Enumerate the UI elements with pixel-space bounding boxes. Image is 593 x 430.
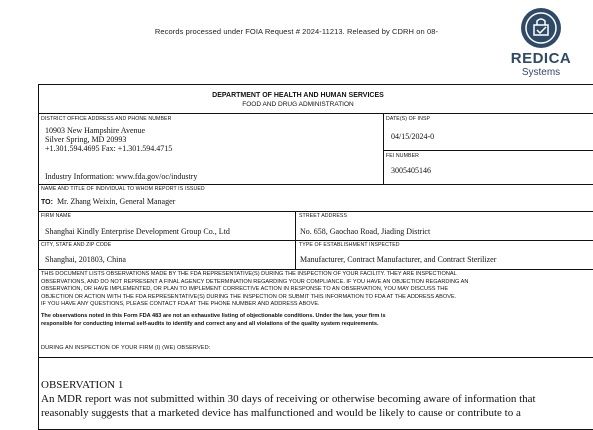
fei-value: 3005405146 [391,166,431,175]
district-label: DISTRICT OFFICE ADDRESS AND PHONE NUMBER [41,116,172,122]
to-label: TO: [41,199,53,206]
dates-label: DATE(S) OF INSP [386,116,431,122]
notes-line: The observations noted in this Form FDA 483 are not an exhaustive listing of objectionable conditions. Under the law, your firm is [41,313,386,319]
disclaimer-line: OBSERVATION, OR HAVE IMPLEMENTED, OR PLAN TO IMPLEMENT CORRECTIVE ACTION IN RESPONSE TO AN OBSERVATION, YOU MAY DISCUSS THE [41,286,449,293]
district-phone: +1.301.594.4695 Fax: +1.301.594.4715 [45,144,173,153]
redica-logo [495,6,587,86]
fei-label: FEI NUMBER [386,153,419,159]
street-value: No. 658, Gaochao Road, Jiading District [300,227,431,236]
disclaimer-line: IF YOU HAVE ANY QUESTIONS, PLEASE CONTACT FDA AT THE PHONE NUMBER AND ADDRESS ABOVE. [41,301,320,308]
city-value: Shanghai, 201803, China [45,255,126,264]
logo-brand: REDICA [510,50,572,67]
district-line1: 10903 New Hampshire Avenue [45,126,146,135]
foia-banner: Records processed under FOIA Request # 2024-11213. Released by CDRH on 08- [154,27,439,36]
notes [41,313,593,328]
during-label: DURING AN INSPECTION OF YOUR FIRM (I) (WE) OBSERVED: [41,345,211,351]
disclaimer-line: OBJECTION OR ACTION WITH THE FDA REPRESENTATIVE(S) DURING THE INSPECTION OR SUBMIT THIS INFORMATION TO FDA AT THE ADDRESS ABOVE. [41,293,457,300]
agency-title: FOOD AND DRUG ADMINISTRATION [242,101,354,108]
notes-line: responsible for conducting internal self-audits to identify and correct any and all violations of the quality system requirements. [41,320,379,327]
city-label: CITY, STATE AND ZIP CODE [41,242,112,248]
street-label: STREET ADDRESS [299,213,348,219]
firm-value: Shanghai Kindly Enterprise Development Group Co., Ltd [45,227,230,236]
district-line2: Silver Spring, MD 20993 [45,135,127,144]
redica-emblem-icon [521,8,561,48]
establishment-label: TYPE OF ESTABLISHMENT INSPECTED [299,242,400,248]
establishment-value: Manufacturer, Contract Manufacturer, and Contract Sterilizer [300,255,497,264]
disclaimer [41,271,593,309]
individual-label: NAME AND TITLE OF INDIVIDUAL TO WHOM REPORT IS ISSUED [41,186,205,192]
logo-sub: Systems [521,67,561,78]
observation-line2: reasonably suggests that a marketed device has malfunctioned and would be likely to cause or contribute to a [41,407,521,419]
observation-line1: An MDR report was not submitted within 30 days of receiving or otherwise becoming aware of information that [41,393,536,405]
individual-value: Mr. Zhang Weixin, General Manager [57,197,176,206]
disclaimer-line: OBSERVATIONS, AND DO NOT REPRESENT A FINAL AGENCY DETERMINATION REGARDING YOUR COMPLIANCE. IF YOU HAVE AN OBJECTION REGARDING AN [41,278,469,285]
disclaimer-line: THIS DOCUMENT LISTS OBSERVATIONS MADE BY THE FDA REPRESENTATIVE(S) DURING THE INSPECTION OF YOUR FACILITY. THEY ARE INSPECTIONAL [41,271,457,277]
department-title: DEPARTMENT OF HEALTH AND HUMAN SERVICES [212,92,384,99]
firm-label: FIRM NAME [41,213,72,219]
industry-info: Industry Information: www.fda.gov/oc/industry [45,172,198,181]
dates-value: 04/15/2024-0 [391,132,435,141]
observation-title: OBSERVATION 1 [41,379,124,391]
